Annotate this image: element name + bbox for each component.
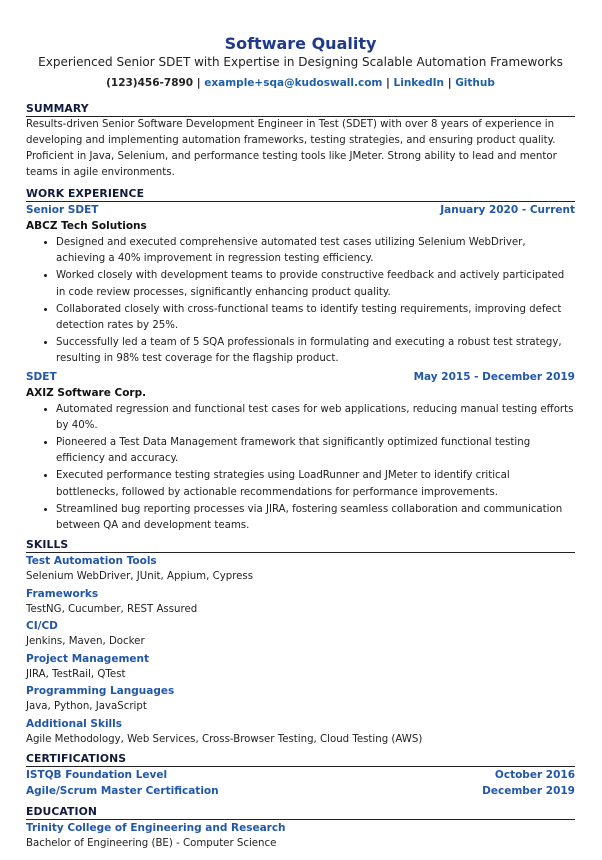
bullet-item: • Designed and executed comprehensive automated test cases utilizing Selenium WebDriver, achieving a 40% improvement in regression testing efficiency. xyxy=(56,235,575,267)
bullet-item: • Worked closely with development teams to provide constructive feedback and actively participated in code review processes, significantly enhancing product quality. xyxy=(56,268,575,300)
skill-category: CI/CD xyxy=(26,620,58,633)
certification-row xyxy=(26,767,575,783)
skill-list: Java, Python, JavaScript xyxy=(26,701,147,713)
job-entry xyxy=(26,369,575,535)
bullet-item: • Pioneered a Test Data Management framework that significantly optimized functional testing efficiency and accuracy. xyxy=(56,435,575,467)
job-bullets xyxy=(26,235,575,368)
job-entry xyxy=(26,202,575,368)
separator: | xyxy=(386,77,390,89)
separator: | xyxy=(447,77,452,89)
work-experience-section xyxy=(26,187,575,534)
job-role: Senior SDET xyxy=(26,204,99,216)
skill-category: Test Automation Tools xyxy=(26,555,157,568)
skill-list: Selenium WebDriver, JUnit, Appium, Cypress xyxy=(26,571,254,583)
headline: Experienced Senior SDET with Expertise in Designing Scalable Automation Frameworks xyxy=(38,55,563,69)
skills-section xyxy=(26,538,575,748)
email-link[interactable]: example+sqa@kudoswall.com xyxy=(204,77,383,89)
skill-list: JIRA, TestRail, QTest xyxy=(26,668,126,680)
separator: | xyxy=(196,77,201,89)
candidate-name: Software Quality xyxy=(224,34,377,53)
section-title: SKILLS xyxy=(26,538,575,553)
resume-header xyxy=(26,0,575,90)
skill-category: Project Management xyxy=(26,652,149,665)
skill-category: Additional Skills xyxy=(26,717,122,730)
linkedin-link[interactable]: LinkedIn xyxy=(393,77,445,89)
certification-date: October 2016 xyxy=(494,769,575,782)
company-name: ABCZ Tech Solutions xyxy=(26,220,147,232)
skill-category: Programming Languages xyxy=(26,685,175,698)
summary-text: Results-driven Senior Software Development Engineer in Test (SDET) with over 8 years of experience in developing and implementing automation frameworks, testing strategies, and ensuring product quality. Proficient in Java, Selenium, and performance testing tools like JMeter. Strong ability to lead and mentor teams in agile environments. xyxy=(26,119,557,178)
certifications-section xyxy=(26,752,575,799)
github-link[interactable]: Github xyxy=(455,77,495,89)
job-role: SDET xyxy=(26,370,57,383)
bullet-item: • Collaborated closely with cross-functional teams to identify testing requirements, improving defect detection rates by 25%. xyxy=(56,302,575,334)
contact-line xyxy=(26,76,575,90)
company-name: AXIZ Software Corp. xyxy=(26,386,147,399)
section-title: CERTIFICATIONS xyxy=(26,752,575,767)
phone-number: (123)456-7890 xyxy=(106,77,194,89)
bullet-item: • Successfully led a team of 5 SQA professionals in formulating and executing a robust test strategy, resulting in 98% test coverage for the flagship product. xyxy=(56,335,575,367)
section-title: WORK EXPERIENCE xyxy=(26,187,575,202)
summary-section xyxy=(26,102,575,181)
skill-list: Jenkins, Maven, Docker xyxy=(26,636,145,648)
skill-list: TestNG, Cucumber, REST Assured xyxy=(26,603,198,615)
skill-list: Agile Methodology, Web Services, Cross-Browser Testing, Cloud Testing (AWS) xyxy=(26,733,423,745)
bullet-item: • Automated regression and functional test cases for web applications, reducing manual testing efforts by 40%. xyxy=(56,402,575,434)
bullet-item: • Executed performance testing strategies using LoadRunner and JMeter to identify critical bottlenecks, followed by actionable recommendations for performance improvements. xyxy=(56,468,575,500)
job-dates: May 2015 - December 2019 xyxy=(413,370,575,383)
skill-category: Frameworks xyxy=(26,587,99,600)
section-title: SUMMARY xyxy=(26,102,575,117)
degree: Bachelor of Engineering (BE) - Computer Science xyxy=(26,838,277,850)
bullet-item: • Streamlined bug reporting processes via JIRA, fostering seamless collaboration and communication between QA and development teams. xyxy=(56,502,575,534)
job-dates: January 2020 - Current xyxy=(440,204,575,216)
education-section xyxy=(26,805,575,853)
section-title: EDUCATION xyxy=(26,805,575,820)
certification-row xyxy=(26,783,575,799)
certification-name: Agile/Scrum Master Certification xyxy=(26,785,219,798)
certification-name: ISTQB Foundation Level xyxy=(26,769,168,782)
job-bullets xyxy=(26,402,575,535)
school-name: Trinity College of Engineering and Research xyxy=(26,822,286,835)
certification-date: December 2019 xyxy=(482,785,575,798)
